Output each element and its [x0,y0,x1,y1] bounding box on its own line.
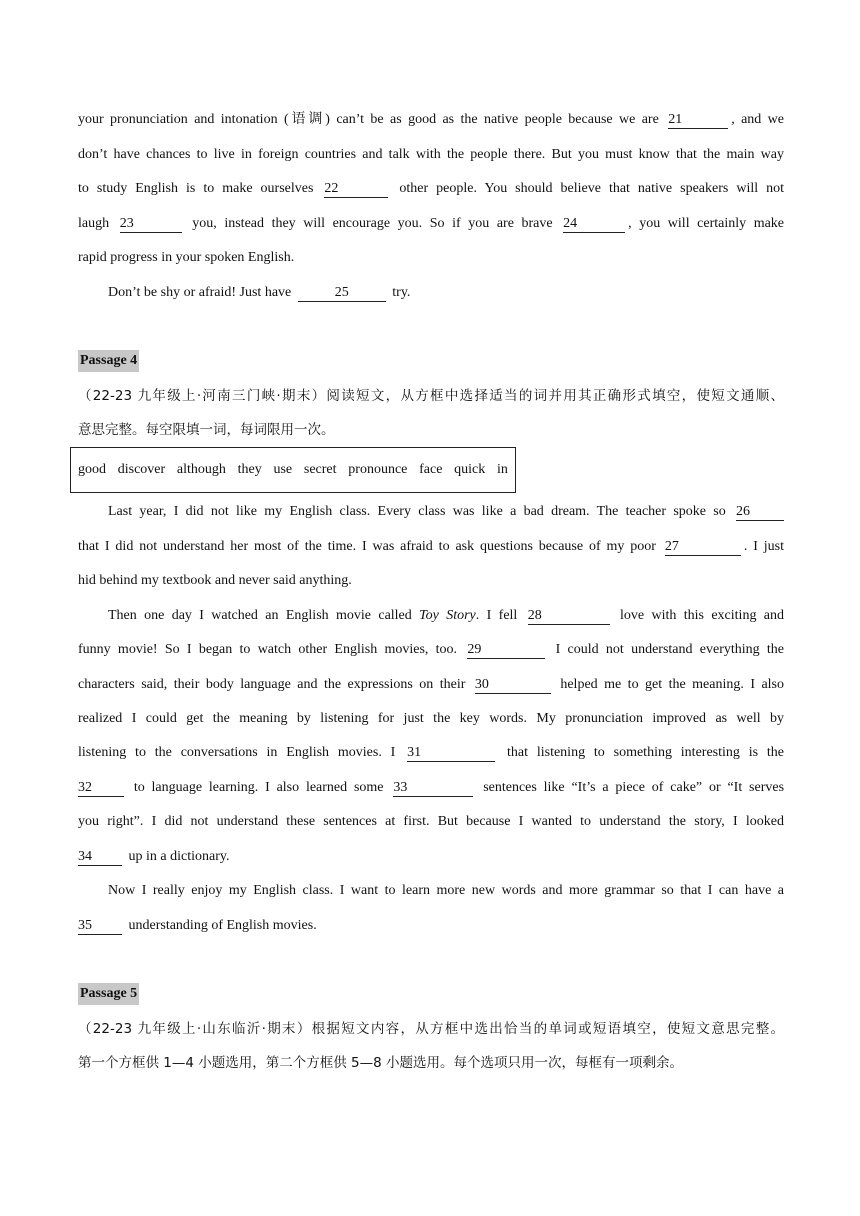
passage4-p2-line-3: characters said, their body language and the expressions on their 30 helped me to get the meaning. I also [78,677,784,692]
word-bank-item: they [237,462,262,477]
word-bank-item: secret [303,462,337,477]
word-bank-item: good [78,462,106,477]
word-bank-item: discover [117,462,166,477]
passage3-line-6: Don’t be shy or afraid! Just have 25 try. [108,285,411,300]
passage4-p2-line-1: Then one day I watched an English movie called Toy Story. I fell 28 love with this exciting and [108,608,785,623]
word-bank-item: use [273,462,293,477]
passage5-instruction-line-1: （22-23 九年级上·山东临沂·期末）根据短文内容，从方框中选出恰当的单词或短语填空，使短文意思完整。 [78,1021,784,1037]
word-bank-item: in [497,462,508,477]
passage-5-label: Passage 5 [78,983,139,1005]
passage4-p2-line-7: you right”. I did not understand these sentences at first. But because I wanted to understand the story, I looked [78,814,784,829]
passage4-p2-line-5: listening to the conversations in English movies. I 31 that listening to something interesting is the [78,745,785,760]
passage3-line-4: laugh 23 you, instead they will encourage you. So if you are brave 24 , you will certainly make [78,216,785,231]
blank-31[interactable]: 31 [407,745,495,762]
passage4-instruction-line-1: （22-23 九年级上·河南三门峡·期末）阅读短文，从方框中选择适当的词并用其正确形式填空，使短文通顺、 [78,388,784,404]
blank-30[interactable]: 30 [475,677,551,694]
word-bank-box [70,447,516,493]
passage3-line-3: to study English is to make ourselves 22 other people. You should believe that native speakers will not [78,181,784,196]
passage4-p2-line-8: 34 up in a dictionary. [78,849,230,864]
passage4-p2-line-4: realized I could get the meaning by listening for just the key words. My pronunciation improved as well by [78,711,784,726]
blank-25[interactable]: 25 [298,285,386,302]
movie-title: Toy Story [419,608,476,623]
passage4-p2-line-2: funny movie! So I began to watch other English movies, too. 29 I could not understand everything the [78,642,785,657]
passage3-line-2: don’t have chances to live in foreign countries and talk with the people there. But you must know that the main way [78,147,784,162]
blank-21[interactable]: 21 [668,112,728,129]
word-bank-item: quick [454,462,486,477]
passage4-p1-line-3: hid behind my textbook and never said anything. [78,573,352,588]
passage-4-label: Passage 4 [78,350,139,372]
blank-28[interactable]: 28 [528,608,610,625]
passage4-p1-line-2: that I did not understand her most of the time. I was afraid to ask questions because of my poor 27 . I just [78,539,785,554]
word-bank-item: although [176,462,226,477]
blank-33[interactable]: 33 [393,780,473,797]
passage4-instruction-line-2: 意思完整。每空限填一词，每词限用一次。 [78,422,335,438]
passage4-p3-line-2: 35 understanding of English movies. [78,918,317,933]
passage3-line-1: your pronunciation and intonation (语调) can’t be as good as the native people because we are 21 , and we [78,112,784,127]
blank-24[interactable]: 24 [563,216,625,233]
passage3-line-5: rapid progress in your spoken English. [78,250,295,265]
passage4-p2-line-6: 32 to language learning. I also learned some 33 sentences like “It’s a piece of cake” or “It serves [78,780,785,795]
blank-34[interactable]: 34 [78,849,122,866]
blank-35[interactable]: 35 [78,918,122,935]
blank-27[interactable]: 27 [665,539,741,556]
blank-29[interactable]: 29 [467,642,545,659]
passage4-p1-line-1: Last year, I did not like my English class. Every class was like a bad dream. The teacher spoke so 26 [78,495,784,529]
word-bank-item: face [419,462,443,477]
passage5-instruction-line-2: 第一个方框供 1—4 小题选用，第二个方框供 5—8 小题选用。每个选项只用一次，每框有一项剩余。 [78,1055,684,1071]
blank-22[interactable]: 22 [324,181,388,198]
passage4-p3-line-1: Now I really enjoy my English class. I want to learn more new words and more grammar so that I can have a [108,883,784,898]
word-bank-item: pronounce [348,462,408,477]
blank-32[interactable]: 32 [78,780,124,797]
blank-26[interactable]: 26 [736,504,784,521]
blank-23[interactable]: 23 [120,216,182,233]
